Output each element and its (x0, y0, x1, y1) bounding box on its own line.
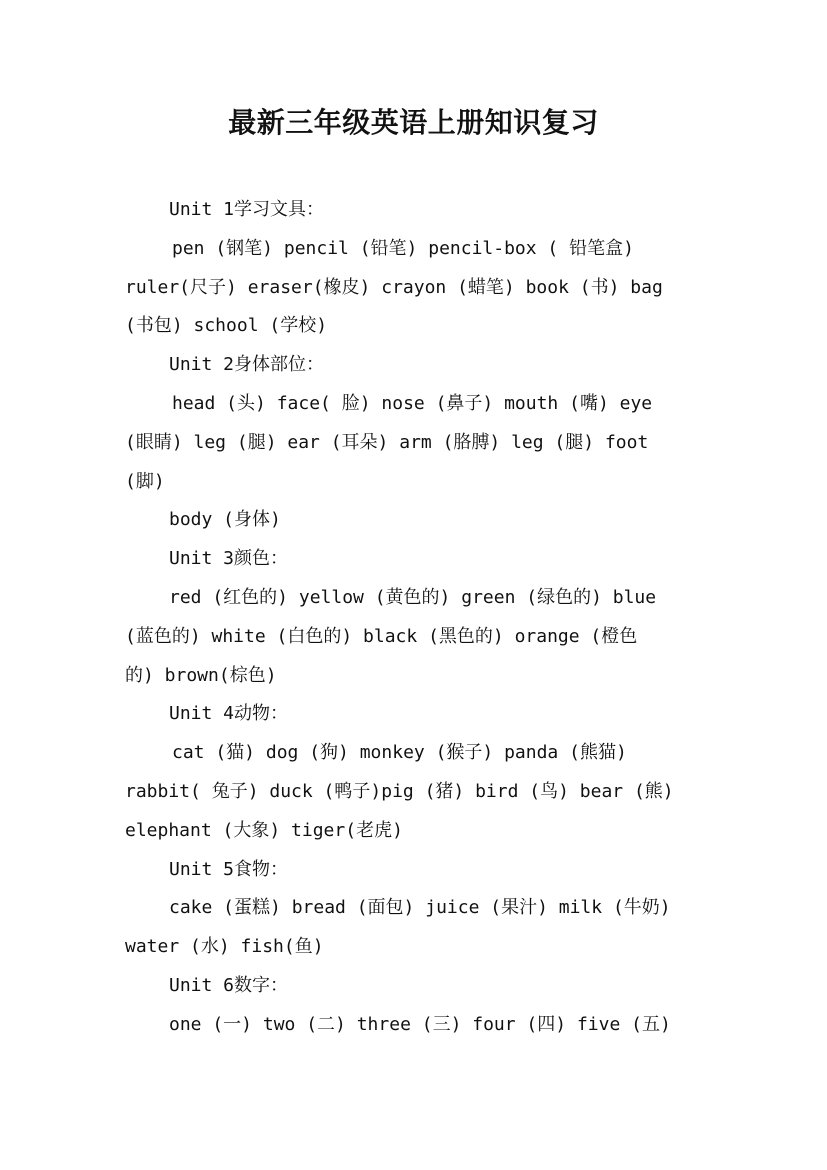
text-line: head (头) face( 脸) nose (鼻子) mouth (嘴) eye (172, 392, 653, 414)
text-line: cat (猫) dog (狗) monkey (猴子) panda (熊猫) (172, 742, 627, 764)
text-line: (书包) school (学校) (125, 315, 328, 337)
text-line: water (水) fish(鱼) (125, 936, 324, 958)
unit-1-heading: Unit 1学习文具： (169, 199, 325, 220)
text-line: ruler(尺子) eraser(橡皮) crayon (蜡笔) book (书) bag (125, 276, 663, 298)
unit-5-heading: Unit 5食物： (169, 858, 289, 880)
unit-4-heading: Unit 4动物： (169, 703, 289, 725)
document-title: 最新三年级英语上册知识复习 (228, 106, 599, 139)
text-line: 的) brown(棕色) (125, 664, 277, 686)
text-line: body (身体) (169, 509, 281, 531)
text-line: elephant (大象) tiger(老虎) (125, 819, 403, 841)
unit-3-heading: Unit 3颜色： (169, 548, 289, 570)
text-line: (眼睛) leg (腿) ear (耳朵) arm (胳膊) leg (腿) foot (125, 431, 649, 453)
text-line: (脚) (125, 470, 165, 492)
text-line: red (红色的) yellow (黄色的) green (绿色的) blue (169, 586, 657, 608)
text-line: pen (钢笔) pencil (铅笔) pencil-box ( 铅笔盒) (172, 237, 634, 259)
text-line: (蓝色的) white (白色的) black (黑色的) orange (橙色 (125, 625, 638, 647)
text-line: one (一) two (二) three (三) four (四) five (五) (169, 1013, 671, 1035)
document-body (125, 191, 703, 1045)
text-line: cake (蛋糕) bread (面包) juice (果汁) milk (牛奶) (169, 897, 671, 919)
text-line: rabbit( 兔子) duck (鸭子)pig (猪) bird (鸟) bear (熊) (125, 780, 674, 802)
unit-6-heading: Unit 6数字： (169, 974, 289, 996)
unit-2-heading: Unit 2身体部位： (169, 354, 325, 376)
